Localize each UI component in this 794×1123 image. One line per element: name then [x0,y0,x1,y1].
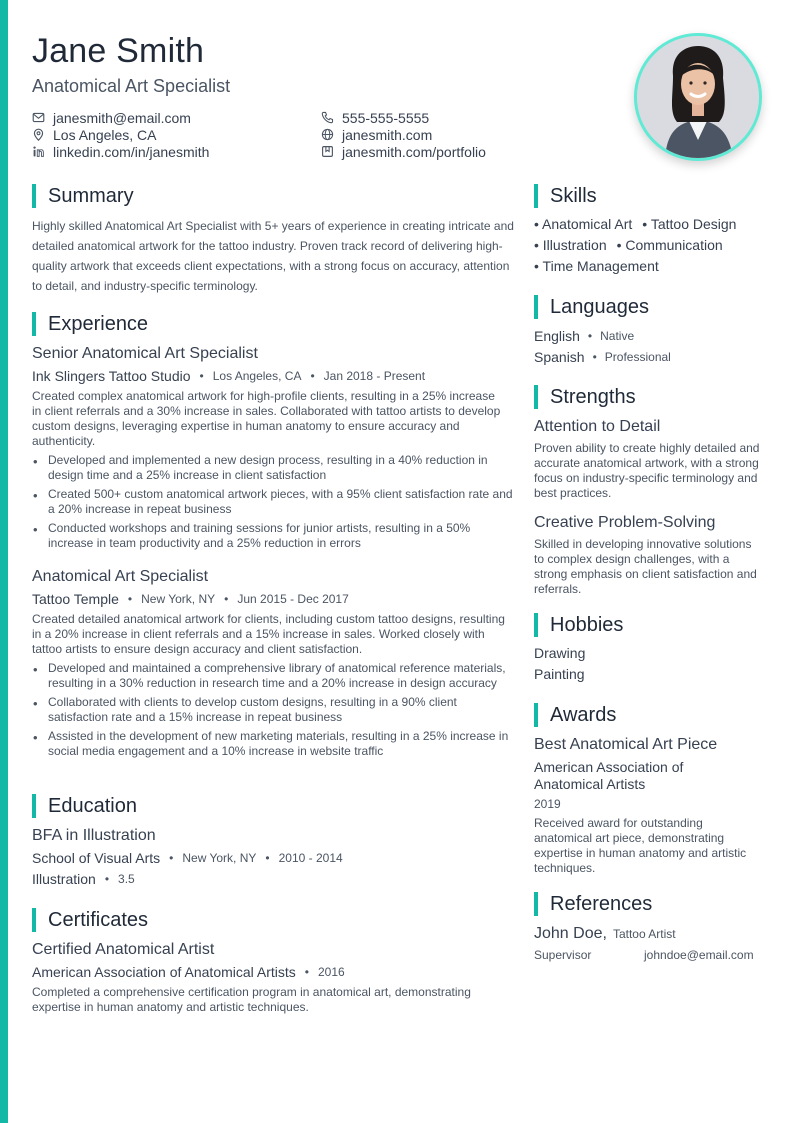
job-description: Created detailed anatomical artwork for clients, including custom tattoo designs, resulting in a 20% increase in client referrals and a 15% increase in sales. Worked closely with tattoo artists to ensure design accuracy and client satisfaction. [32,612,505,656]
skill-item: • Illustration [534,237,607,253]
contact-linkedin[interactable] [32,143,209,160]
separator-dot: • [304,965,309,979]
award-title: Best Anatomical Art Piece [534,736,718,753]
education-heading [32,794,137,818]
company-name: Tattoo Temple [32,591,119,607]
certificate-name: Certified Anatomical Artist [32,941,215,958]
skill-label: Anatomical Art [542,216,633,232]
gpa: 3.5 [118,872,135,886]
skill-label: Tattoo Design [650,216,737,232]
portfolio-text: janesmith.com/portfolio [342,143,486,160]
job-dates: Jun 2015 - Dec 2017 [237,592,349,606]
skill-label: Time Management [542,258,659,274]
education-heading-label: Education [48,795,137,817]
separator-dot: • [310,369,315,383]
reference-name: John Doe, [534,925,607,942]
section-accent [32,312,36,336]
contact-location [32,126,157,143]
awards-heading-label: Awards [550,704,617,726]
portfolio-icon [321,145,334,158]
mail-icon [32,111,45,124]
school-name: School of Visual Arts [32,850,161,866]
languages-list [534,325,774,367]
certificate-year: 2016 [318,965,345,979]
contact-email[interactable] [32,109,191,126]
language-item [534,325,774,346]
job-meta [32,591,349,607]
school-location: New York, NY [182,851,257,865]
list-item: • Assisted in the development of new marketing materials, resulting in a 25% increase in social media engagement and a 10% increase in website traffic [32,729,514,759]
contact-phone[interactable] [321,109,429,126]
section-accent [32,794,36,818]
hobbies-heading-label: Hobbies [550,614,624,636]
award-issuer: American Association of Anatomical Artists [534,759,684,792]
globe-icon [321,128,334,141]
job-title: Senior Anatomical Art Specialist [32,345,258,362]
section-accent [534,613,538,637]
list-item: • Developed and implemented a new design process, resulting in a 40% reduction in design time and a 25% increase in client satisfaction [32,453,514,483]
reference-role: Tattoo Artist [612,927,676,941]
language-level: Native [600,328,635,343]
skill-item: • Time Management [534,258,659,274]
separator-dot: • [224,592,229,606]
languages-heading [534,295,649,319]
skill-item: • Tattoo Design [642,216,737,232]
section-accent [534,385,538,409]
education-field-meta [32,871,135,887]
languages-heading-label: Languages [550,296,649,318]
location-icon [32,128,45,141]
list-item: • Created 500+ custom anatomical artwork pieces, with a 95% client satisfaction rate and a 20% increase in repeat business [32,487,514,517]
references-heading [534,892,652,916]
section-accent [534,295,538,319]
profile-photo [634,33,762,161]
accent-bar [0,0,8,1123]
job-description: Created complex anatomical artwork for high-profile clients, resulting in a 25% increase in client referrals and a 30% increase in sales. Collaborated with tattoo artists to develop custom designs, leveraging expertise in human anatomy to ensure accuracy and authenticity. [32,389,501,448]
separator-dot: • [592,349,597,364]
summary-text: Highly skilled Anatomical Art Specialist with 5+ years of experience in creating intricate and detailed anatomical artwork for the tattoo industry. Proven track record of delivering high-quality artwork that exceeds client expectations, with a strong focus on accuracy, attention to detail, and industry-specific terminology. [32,219,514,293]
separator-dot: • [169,851,174,865]
field-of-study: Illustration [32,871,96,887]
job-location: New York, NY [141,592,216,606]
phone-text: 555-555-5555 [342,109,430,126]
certificate-issuer: American Association of Anatomical Artists [32,964,296,980]
separator-dot: • [104,872,110,886]
candidate-title: Anatomical Art Specialist [32,76,231,96]
website-text: janesmith.com [342,126,433,143]
separator-dot: • [127,592,133,606]
education-meta [32,850,343,866]
skill-label: Illustration [542,237,607,253]
strength-title: Attention to Detail [534,418,661,435]
degree: BFA in Illustration [32,827,156,844]
section-accent [32,908,36,932]
hobby-item: Drawing [534,645,586,661]
list-item: • Collaborated with clients to develop custom designs, resulting in a 90% client satisfaction rate and a 15% increase in repeat business [32,695,514,725]
summary-heading-label: Summary [48,185,134,207]
hobby-item: Painting [534,666,585,682]
strength-text: Skilled in developing innovative solutions to complex design challenges, with a strong emphasis on client satisfaction and referrals. [534,537,757,596]
skills-heading [534,184,597,208]
reference-email[interactable]: johndoe@email.com [644,948,754,962]
summary-heading [32,184,134,208]
skill-item: • Anatomical Art [534,216,633,232]
award-year: 2019 [534,797,561,811]
separator-dot: • [587,328,593,343]
list-item: • Conducted workshops and training sessions for junior artists, resulting in a 50% increase in team productivity and a 25% reduction in errors [32,521,514,551]
section-accent [534,184,538,208]
skills-list [534,214,774,277]
contact-portfolio[interactable] [321,143,486,160]
list-item: • Developed and maintained a comprehensive library of anatomical reference materials, resulting in a 30% reduction in research time and a 20% increase in design accuracy [32,661,514,691]
contact-website[interactable] [321,126,432,143]
job-title: Anatomical Art Specialist [32,568,209,585]
linkedin-text: linkedin.com/in/janesmith [53,143,210,160]
strengths-heading-label: Strengths [550,386,636,408]
candidate-name: Jane Smith [32,32,205,70]
phone-icon [321,111,334,124]
education-dates: 2010 - 2014 [278,851,343,865]
language-name: Spanish [534,348,585,365]
section-accent [32,184,36,208]
resume-header [32,30,592,160]
separator-dot: • [265,851,270,865]
certificate-meta [32,964,345,980]
skill-label: Communication [625,237,723,253]
references-heading-label: References [550,893,653,915]
job-meta [32,368,425,384]
skill-item: • Communication [616,237,723,253]
separator-dot: • [199,369,204,383]
skills-heading-label: Skills [550,185,597,207]
email-text: janesmith@email.com [53,109,191,126]
language-level: Professional [604,349,671,364]
certificates-heading-label: Certificates [48,909,149,931]
strength-title: Creative Problem-Solving [534,514,716,531]
strengths-heading [534,385,636,409]
linkedin-icon [32,145,45,158]
section-accent [534,892,538,916]
certificates-heading [32,908,148,932]
hobbies-heading [534,613,623,637]
reference-meta [534,925,676,943]
experience-heading-label: Experience [48,313,149,335]
award-text: Received award for outstanding anatomical art piece, demonstrating expertise in human anatomy and artistic techniques. [534,816,747,875]
location-text: Los Angeles, CA [53,126,157,143]
job-bullets [32,453,514,551]
hobbies-list [534,643,585,685]
company-name: Ink Slingers Tattoo Studio [32,368,191,384]
experience-heading [32,312,148,336]
strength-text: Proven ability to create highly detailed and accurate anatomical artwork, with a strong focus on industry-specific terminology and best practices. [534,441,760,500]
reference-relation: Supervisor [534,948,592,962]
job-bullets [32,661,514,759]
portrait-illustration [637,36,759,158]
language-item [534,346,774,367]
section-accent [534,703,538,727]
job-location: Los Angeles, CA [212,369,302,383]
awards-heading [534,703,616,727]
certificate-description: Completed a comprehensive certification program in anatomical art, demonstrating expertise in human anatomy and artistic techniques. [32,985,471,1014]
language-name: English [534,327,580,344]
job-dates: Jan 2018 - Present [323,369,426,383]
